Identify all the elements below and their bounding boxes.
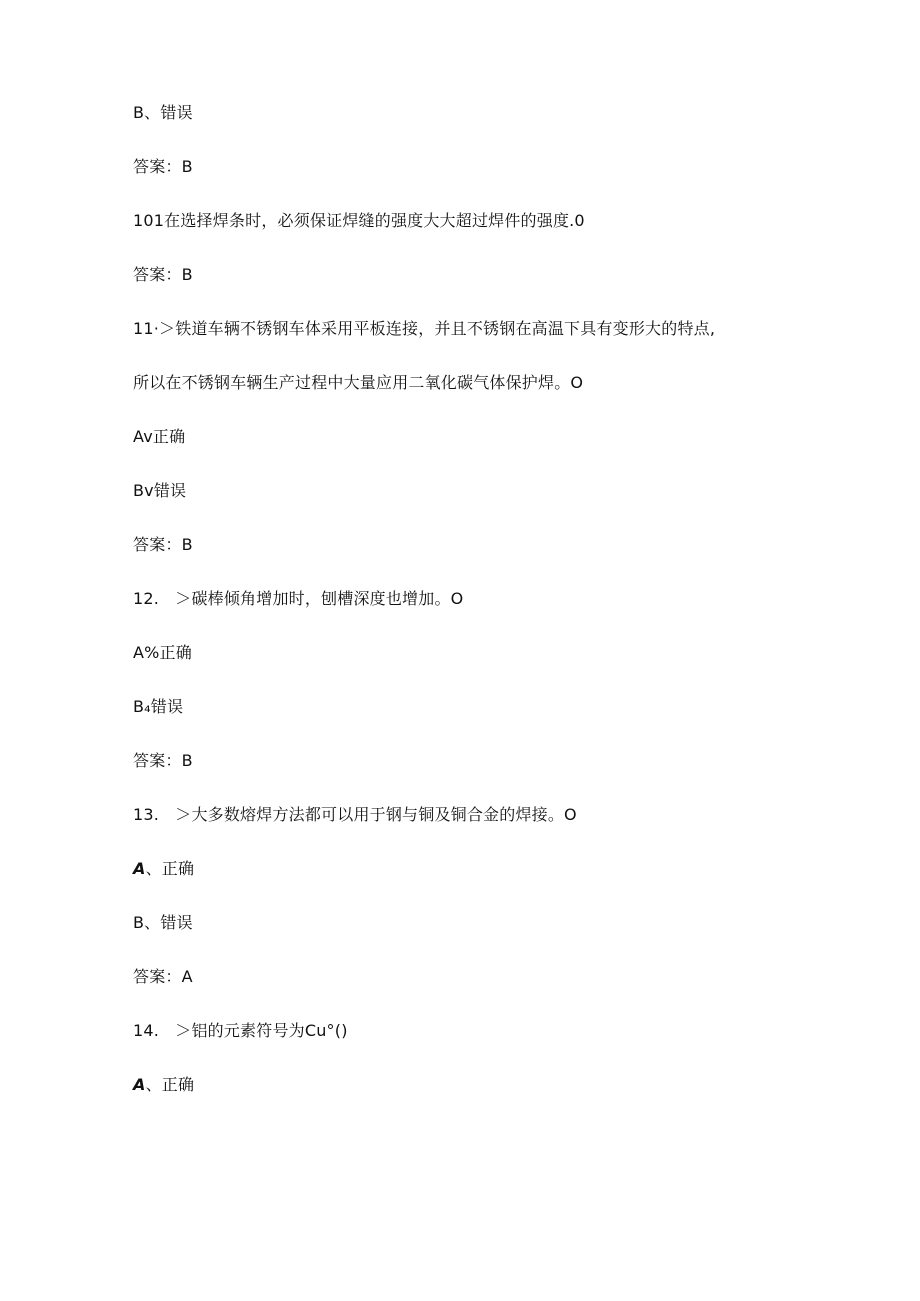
- answer-line: 答案：B: [133, 157, 193, 176]
- option-a-correct: [133, 858, 194, 880]
- option-letter: A: [133, 1075, 146, 1094]
- answer-line: 答案：B: [133, 265, 193, 284]
- option-b-wrong: B₄错误: [133, 697, 184, 716]
- option-b-wrong: B、错误: [133, 103, 193, 122]
- option-text: 、正确: [145, 859, 195, 878]
- question-12-text: 12. ＞碳棒倾角增加时，刨槽深度也增加。O: [133, 589, 464, 608]
- option-b-wrong: B、错误: [133, 913, 193, 932]
- question-10-text: 101在选择焊条时，必须保证焊缝的强度大大超过焊件的强度.0: [133, 211, 585, 230]
- question-13-text: 13. ＞大多数熔焊方法都可以用于钢与铜及铜合金的焊接。O: [133, 805, 577, 824]
- question-11-text-line1: 11·＞铁道车辆不锈钢车体采用平板连接，并且不锈钢在高温下具有变形大的特点,: [133, 319, 716, 338]
- answer-line: 答案：B: [133, 751, 193, 770]
- question-11-text-line2: 所以在不锈钢车辆生产过程中大量应用二氧化碳气体保护焊。O: [133, 373, 584, 392]
- question-14-text: 14. ＞铝的元素符号为Cu°(): [133, 1021, 348, 1040]
- option-a-correct: [133, 1074, 194, 1096]
- option-a-correct: A%正确: [133, 643, 192, 662]
- option-text: 、正确: [145, 1075, 195, 1094]
- answer-line: 答案：B: [133, 535, 193, 554]
- answer-line: 答案：A: [133, 967, 193, 986]
- option-b-wrong: Bv错误: [133, 481, 187, 500]
- option-letter: A: [133, 859, 146, 878]
- option-a-correct: Av正确: [133, 427, 186, 446]
